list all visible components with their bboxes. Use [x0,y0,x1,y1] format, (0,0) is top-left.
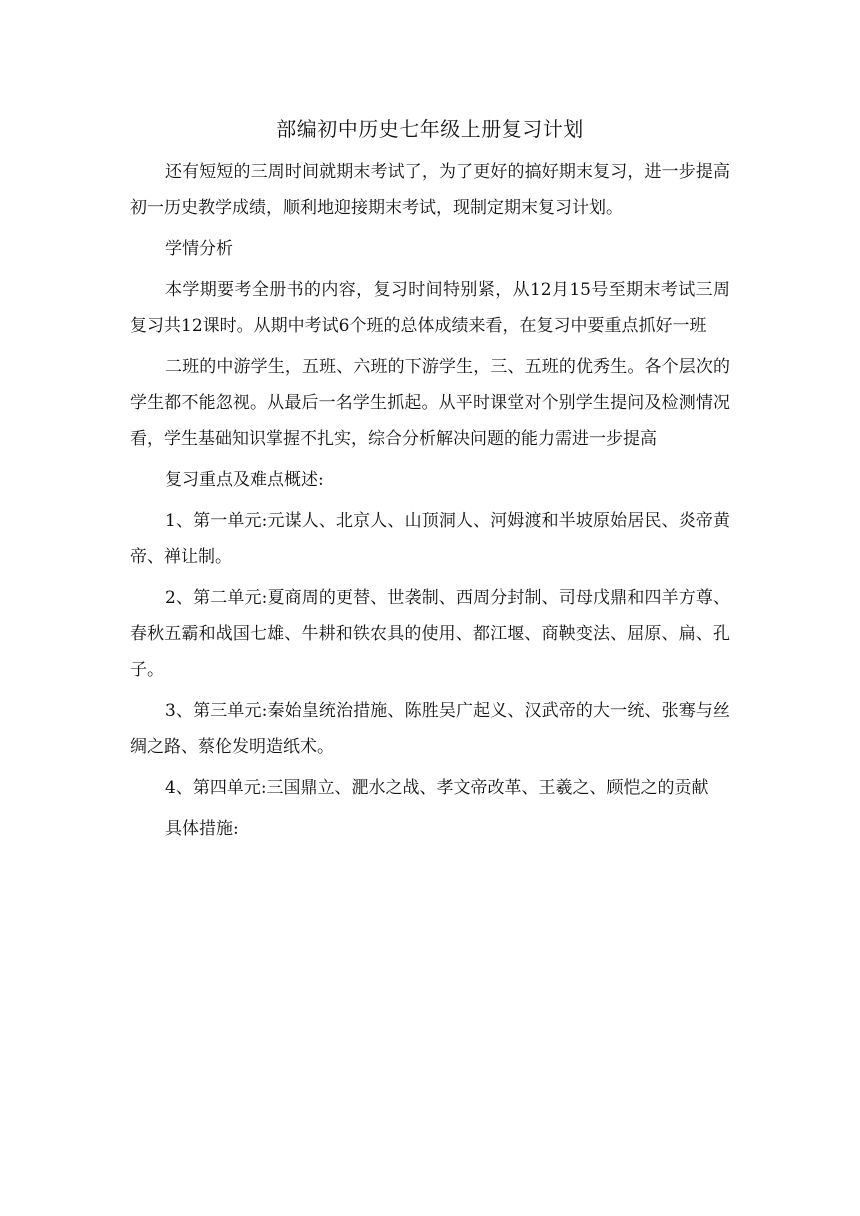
section-heading-analysis: 学情分析 [165,239,233,259]
unit-4-item: 4、第四单元:三国鼎立、淝水之战、孝文帝改革、王羲之、顾恺之的贡献 [165,778,709,798]
analysis-paragraph-2: 二班的中游学生，五班、六班的下游学生，三、五班的优秀生。各个层次的学生都不能忽视。从最后一名学生抓起。从平时课堂对个别学生提问及检测情况看，学生基础知识掌握不扎实，综合分析解决问题的能力需进一步提高 [130,357,730,449]
unit-2-item: 2、第二单元:夏商周的更替、世袭制、西周分封制、司母戊鼎和四羊方尊、春秋五霸和战国七雄、牛耕和铁农具的使用、都江堰、商鞅变法、屈原、扁、孔子。 [130,588,730,680]
analysis-paragraph-1: 本学期要考全册书的内容，复习时间特别紧，从12月15号至期末考试三周复习共12课时。从期中考试6个班的总体成绩来看，在复习中要重点抓好一班 [130,280,730,336]
section-heading-key-points: 复习重点及难点概述: [165,470,324,490]
section-heading-measures: 具体措施: [165,819,239,839]
unit-1-item: 1、第一单元:元谋人、北京人、山顶洞人、河姆渡和半坡原始居民、炎帝黄帝、禅让制。 [130,511,730,567]
unit-3-item: 3、第三单元:秦始皇统治措施、陈胜吴广起义、汉武帝的大一统、张骞与丝绸之路、蔡伦发明造纸术。 [130,701,730,757]
document-title: 部编初中历史七年级上册复习计划 [276,117,584,141]
intro-paragraph: 还有短短的三周时间就期末考试了，为了更好的搞好期末复习，进一步提高初一历史教学成绩，顺利地迎接期末考试，现制定期末复习计划。 [130,162,730,218]
document-body [130,154,730,852]
